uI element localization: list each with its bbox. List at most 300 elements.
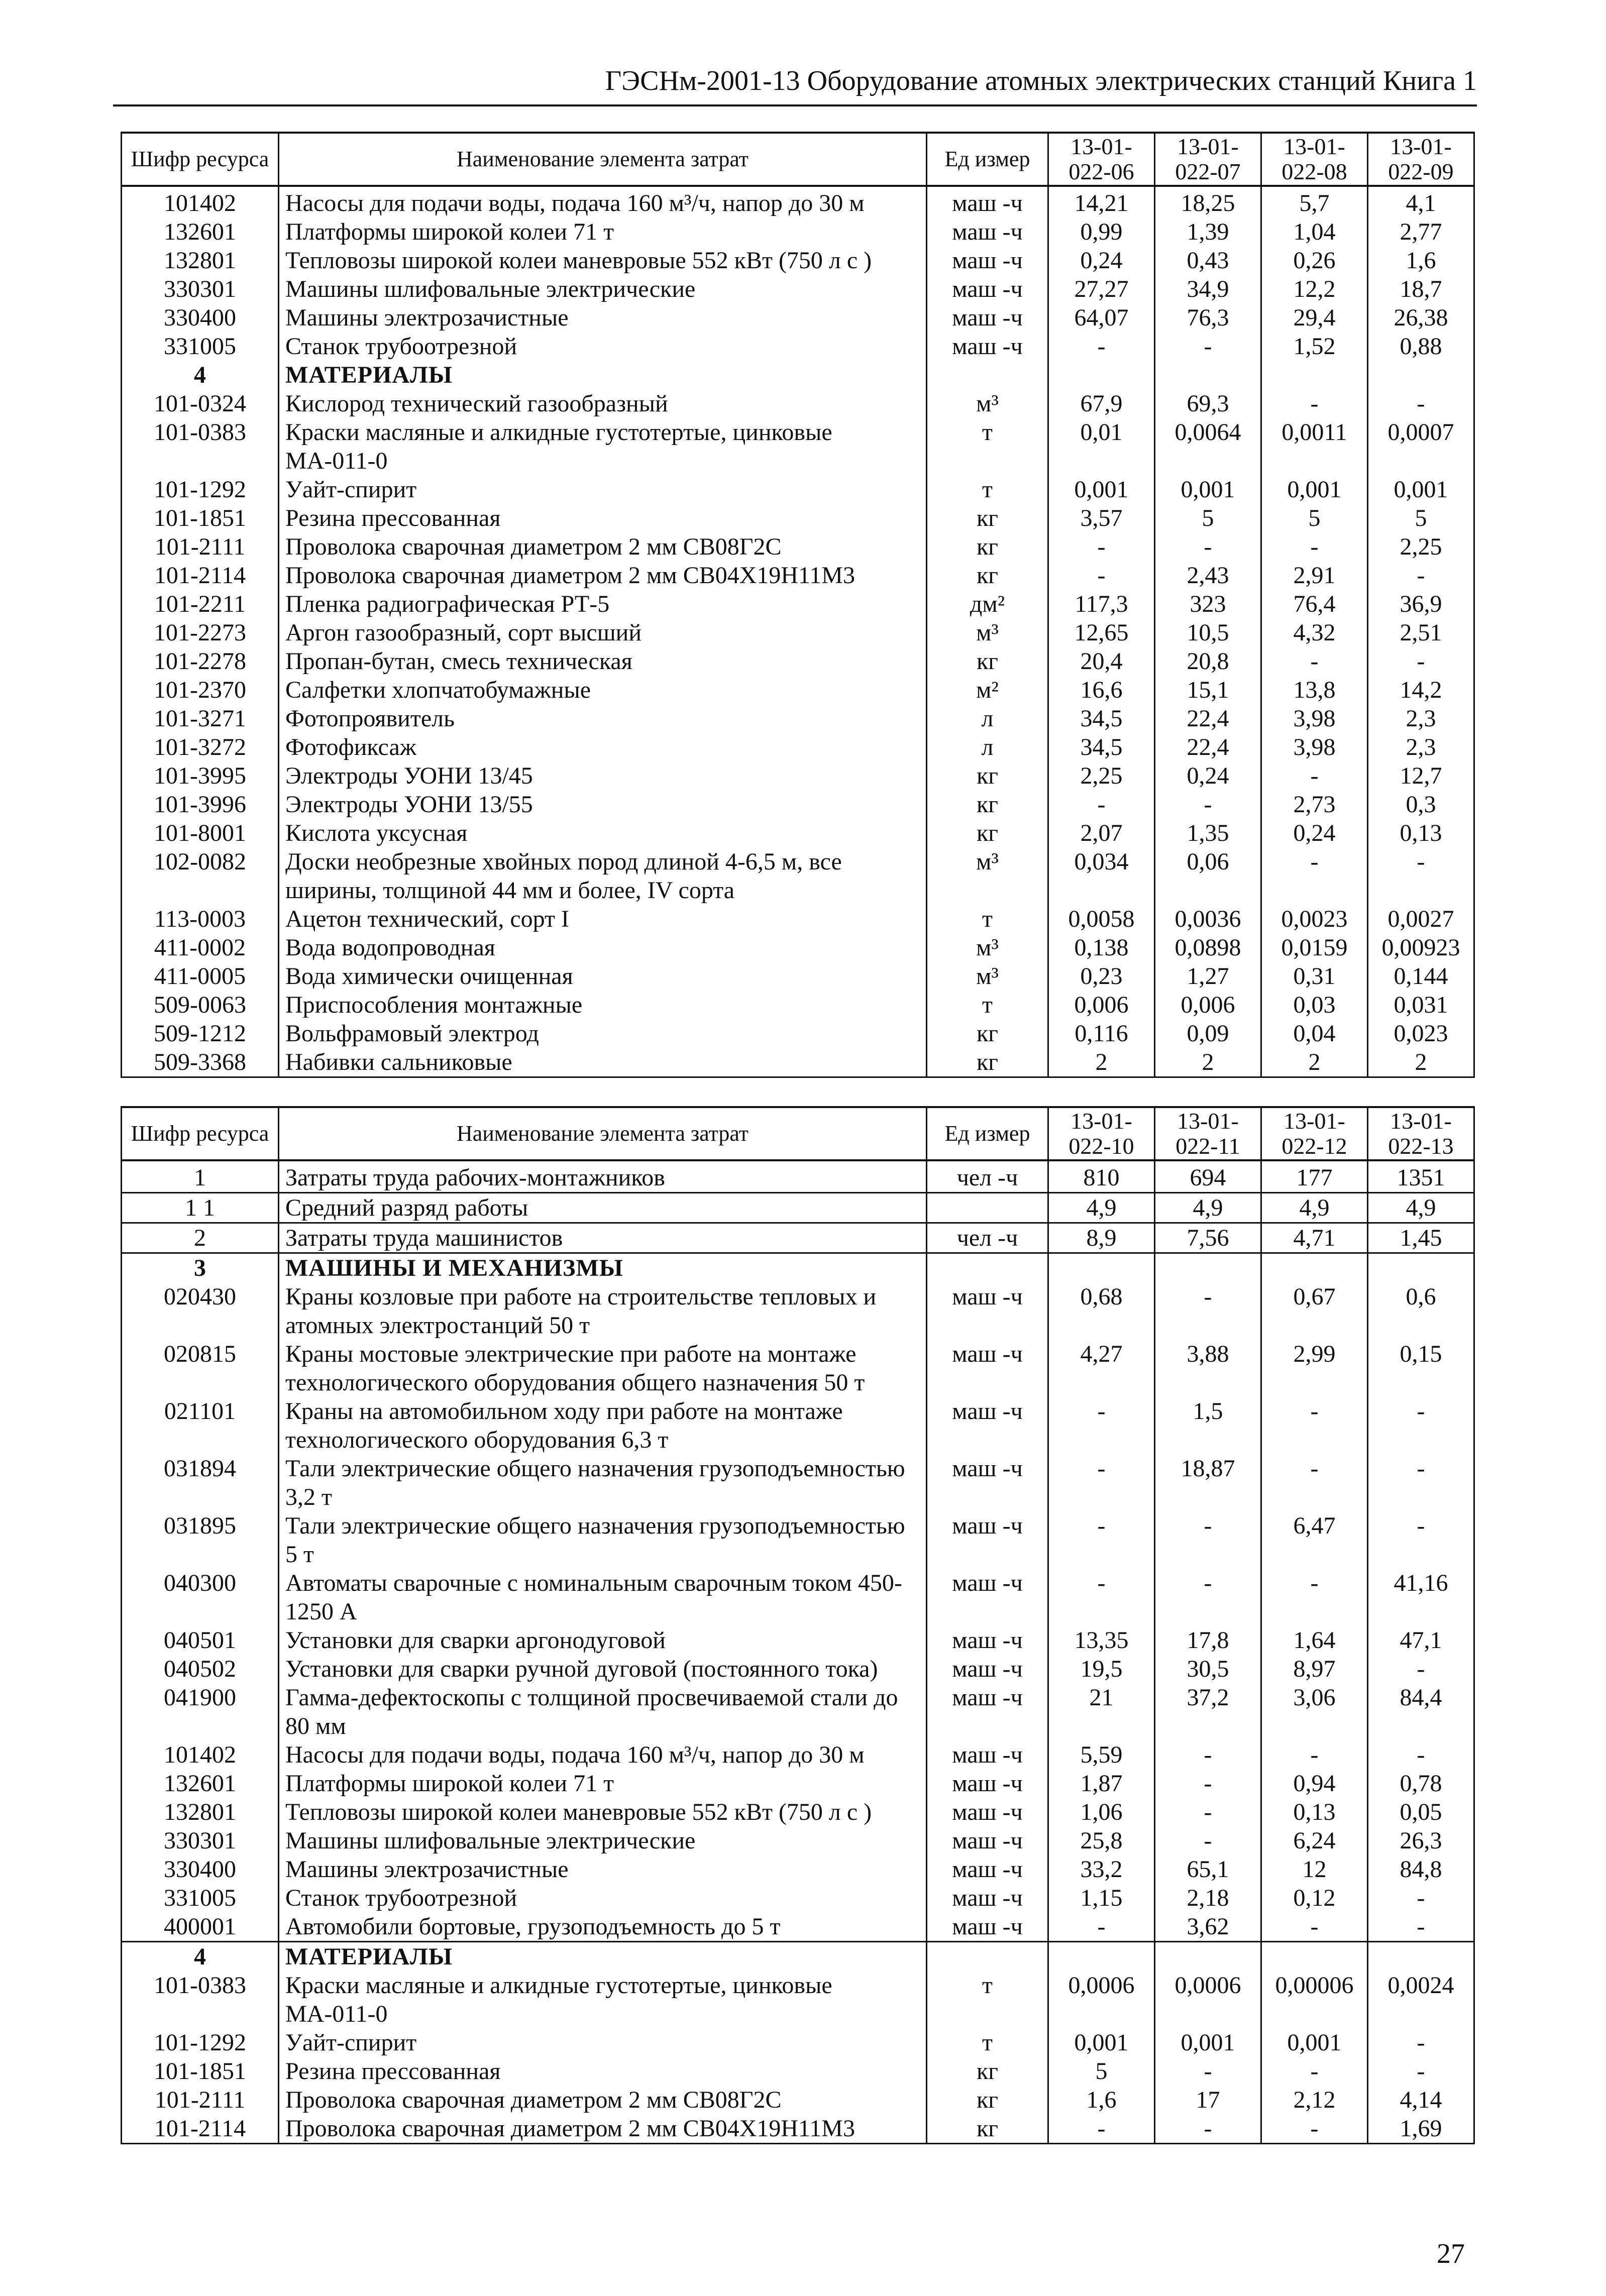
value-cell (1261, 1942, 1368, 1972)
unit-cell: маш -ч (927, 303, 1048, 332)
table-row (122, 246, 1474, 275)
value-cell (1368, 361, 1474, 389)
unit-cell: л (927, 733, 1048, 761)
value-cell: - (1155, 2114, 1261, 2144)
value-cell: 0,24 (1155, 761, 1261, 790)
resource-name: Установки для сварки ручной дуговой (постоянного тока) (279, 1655, 927, 1683)
value-cell: 2,99 (1261, 1340, 1368, 1397)
value-cell: 0,23 (1048, 962, 1155, 991)
value-cell: 14,21 (1048, 186, 1155, 217)
value-cell: 0,01 (1048, 418, 1155, 475)
unit-cell: кг (927, 561, 1048, 590)
value-cell: - (1155, 1511, 1261, 1569)
value-cell: - (1261, 1912, 1368, 1942)
resource-name: Краны мостовые электрические при работе на монтаже технологического оборудования общего назначения 50 т (279, 1340, 927, 1397)
value-cell: 65,1 (1155, 1855, 1261, 1884)
resource-code: 132601 (122, 217, 279, 246)
value-cell: 3,06 (1261, 1683, 1368, 1740)
table-row (122, 1454, 1474, 1511)
value-cell: - (1261, 761, 1368, 790)
unit-cell: м³ (927, 389, 1048, 418)
unit-cell: т (927, 475, 1048, 504)
resource-code: 101-1851 (122, 2057, 279, 2086)
value-cell: 5 (1048, 2057, 1155, 2086)
value-cell: 34,5 (1048, 733, 1155, 761)
value-cell: 18,87 (1155, 1454, 1261, 1511)
value-cell: 0,00923 (1368, 933, 1474, 962)
value-cell (1155, 361, 1261, 389)
value-cell: 0,006 (1155, 991, 1261, 1019)
value-cell: 76,3 (1155, 303, 1261, 332)
table-row (122, 733, 1474, 761)
table-row (122, 275, 1474, 303)
table-header-row (122, 1107, 1474, 1160)
value-cell: - (1261, 1740, 1368, 1769)
value-cell: 4,32 (1261, 618, 1368, 647)
value-cell: - (1155, 1769, 1261, 1798)
resource-name: Вода химически очищенная (279, 962, 927, 991)
table-row (122, 962, 1474, 991)
value-cell: 84,4 (1368, 1683, 1474, 1740)
resource-name: Пленка радиографическая РТ-5 (279, 590, 927, 618)
value-cell: 20,4 (1048, 647, 1155, 676)
value-cell: 17,8 (1155, 1626, 1261, 1655)
value-cell: 2,25 (1368, 532, 1474, 561)
value-cell: 323 (1155, 590, 1261, 618)
resource-name: Гамма-дефектоскопы с толщиной просвечиваемой стали до 80 мм (279, 1683, 927, 1740)
value-cell: 2,3 (1368, 704, 1474, 733)
table-row (122, 2086, 1474, 2114)
header-code: Шифр ресурса (122, 133, 279, 186)
unit-cell: кг (927, 2114, 1048, 2144)
table-row (122, 905, 1474, 933)
value-cell: 12,2 (1261, 275, 1368, 303)
value-cell: 5 (1368, 504, 1474, 532)
value-cell: 3,98 (1261, 733, 1368, 761)
unit-cell: кг (927, 790, 1048, 819)
resource-code: 4 (122, 361, 279, 389)
resource-code: 101-2370 (122, 676, 279, 704)
unit-cell: маш -ч (927, 186, 1048, 217)
value-cell (1048, 361, 1155, 389)
resource-code: 101-2211 (122, 590, 279, 618)
value-cell: 0,006 (1048, 991, 1155, 1019)
value-cell: 2 (1048, 1048, 1155, 1077)
value-cell: 26,3 (1368, 1826, 1474, 1855)
value-cell: 5,59 (1048, 1740, 1155, 1769)
table-row (122, 475, 1474, 504)
value-cell: 3,98 (1261, 704, 1368, 733)
value-cell: 29,4 (1261, 303, 1368, 332)
unit-cell: маш -ч (927, 1655, 1048, 1683)
value-cell: 0,24 (1261, 819, 1368, 847)
resource-code: 331005 (122, 332, 279, 361)
resource-code: 031894 (122, 1454, 279, 1511)
resource-code: 101-8001 (122, 819, 279, 847)
value-cell: - (1368, 1912, 1474, 1942)
value-cell: - (1155, 1826, 1261, 1855)
resource-code: 101-2114 (122, 2114, 279, 2144)
value-cell: 810 (1048, 1160, 1155, 1193)
unit-cell: маш -ч (927, 1626, 1048, 1655)
value-cell: 27,27 (1048, 275, 1155, 303)
value-cell: 1,6 (1048, 2086, 1155, 2114)
resource-name: Установки для сварки аргонодуговой (279, 1626, 927, 1655)
value-cell: 0,0159 (1261, 933, 1368, 962)
value-cell: 0,09 (1155, 1019, 1261, 1048)
value-cell: - (1368, 1655, 1474, 1683)
value-cell: 0,116 (1048, 1019, 1155, 1048)
value-cell: 0,88 (1368, 332, 1474, 361)
value-cell: 0,6 (1368, 1282, 1474, 1340)
resource-code: 101-1851 (122, 504, 279, 532)
resource-name: Ацетон технический, сорт I (279, 905, 927, 933)
header-name: Наименование элемента затрат (279, 133, 927, 186)
value-cell: 47,1 (1368, 1626, 1474, 1655)
value-cell: - (1155, 790, 1261, 819)
resource-code: 411-0005 (122, 962, 279, 991)
table-row (122, 1160, 1474, 1193)
resource-name: Проволока сварочная диаметром 2 мм СВ04Х19Н11М3 (279, 2114, 927, 2144)
section-title: МАТЕРИАЛЫ (279, 1942, 927, 1972)
value-cell: - (1261, 847, 1368, 905)
resource-code: 020430 (122, 1282, 279, 1340)
resource-code: 509-0063 (122, 991, 279, 1019)
value-cell: 4,1 (1368, 186, 1474, 217)
unit-cell (927, 361, 1048, 389)
unit-cell (927, 1942, 1048, 1972)
value-cell: 30,5 (1155, 1655, 1261, 1683)
table-row (122, 1769, 1474, 1798)
value-cell: 0,13 (1368, 819, 1474, 847)
value-cell: 0,67 (1261, 1282, 1368, 1340)
value-cell: 0,68 (1048, 1282, 1155, 1340)
value-cell: 8,97 (1261, 1655, 1368, 1683)
resource-code: 101-2273 (122, 618, 279, 647)
unit-cell: маш -ч (927, 1511, 1048, 1569)
value-cell: 2,73 (1261, 790, 1368, 819)
value-cell: 2,77 (1368, 217, 1474, 246)
resource-code: 101-2278 (122, 647, 279, 676)
table-row (122, 1798, 1474, 1826)
value-cell: 18,25 (1155, 186, 1261, 217)
resource-name: Кислород технический газообразный (279, 389, 927, 418)
header-unit: Ед измер (927, 133, 1048, 186)
value-cell: 2,91 (1261, 561, 1368, 590)
value-cell: 2 (1261, 1048, 1368, 1077)
resource-name: Станок трубоотрезной (279, 332, 927, 361)
table-row (122, 1223, 1474, 1253)
resource-name: Вольфрамовый электрод (279, 1019, 927, 1048)
value-cell: - (1368, 2028, 1474, 2057)
value-cell: - (1368, 1740, 1474, 1769)
value-cell: - (1368, 561, 1474, 590)
value-cell: 0,0023 (1261, 905, 1368, 933)
value-cell: 33,2 (1048, 1855, 1155, 1884)
unit-cell: маш -ч (927, 332, 1048, 361)
resource-name: Проволока сварочная диаметром 2 мм СВ08Г2С (279, 2086, 927, 2114)
table-row (122, 991, 1474, 1019)
unit-cell: т (927, 1971, 1048, 2028)
value-cell: 0,99 (1048, 217, 1155, 246)
table-row (122, 217, 1474, 246)
value-cell: 4,9 (1368, 1193, 1474, 1223)
unit-cell: маш -ч (927, 1569, 1048, 1626)
resource-name: Краски масляные и алкидные густотертые, цинковые МА-011-0 (279, 418, 927, 475)
value-cell: 0,001 (1368, 475, 1474, 504)
value-cell: 2,51 (1368, 618, 1474, 647)
resource-name: Платформы широкой колеи 71 т (279, 1769, 927, 1798)
table-row (122, 1340, 1474, 1397)
value-cell: 2,43 (1155, 561, 1261, 590)
value-cell: 13,35 (1048, 1626, 1155, 1655)
table-header-row (122, 133, 1474, 186)
value-cell: 84,8 (1368, 1855, 1474, 1884)
unit-cell: кг (927, 504, 1048, 532)
value-cell: 13,8 (1261, 676, 1368, 704)
unit-cell: маш -ч (927, 217, 1048, 246)
table-row (122, 389, 1474, 418)
resource-code: 132601 (122, 1769, 279, 1798)
value-cell: 6,24 (1261, 1826, 1368, 1855)
resource-code: 101-3995 (122, 761, 279, 790)
value-cell: 0,0007 (1368, 418, 1474, 475)
table-row (122, 1397, 1474, 1454)
value-cell: 0,023 (1368, 1019, 1474, 1048)
value-cell (1155, 1942, 1261, 1972)
unit-cell: маш -ч (927, 1769, 1048, 1798)
resource-code: 1 1 (122, 1193, 279, 1223)
resource-name: Тали электрические общего назначения грузоподъемностью 5 т (279, 1511, 927, 1569)
resource-name: Краны на автомобильном ходу при работе на монтаже технологического оборудования 6,3 т (279, 1397, 927, 1454)
value-cell: - (1368, 389, 1474, 418)
unit-cell: м³ (927, 847, 1048, 905)
value-cell: - (1048, 1511, 1155, 1569)
table-row (122, 1655, 1474, 1683)
value-cell: 2,07 (1048, 819, 1155, 847)
value-cell: 2,18 (1155, 1884, 1261, 1912)
value-cell: 1,15 (1048, 1884, 1155, 1912)
value-cell: 0,94 (1261, 1769, 1368, 1798)
unit-cell: маш -ч (927, 1912, 1048, 1942)
resource-name: Платформы широкой колеи 71 т (279, 217, 927, 246)
value-cell: 1,87 (1048, 1769, 1155, 1798)
resource-name: Машины шлифовальные электрические (279, 275, 927, 303)
unit-cell: т (927, 991, 1048, 1019)
unit-cell: м³ (927, 933, 1048, 962)
value-cell: 2 (1368, 1048, 1474, 1077)
value-cell: 0,144 (1368, 962, 1474, 991)
header-code: Шифр ресурса (122, 1107, 279, 1160)
value-cell: 12,7 (1368, 761, 1474, 790)
unit-cell: маш -ч (927, 1740, 1048, 1769)
value-cell: 1351 (1368, 1160, 1474, 1193)
resource-code: 113-0003 (122, 905, 279, 933)
value-cell: - (1048, 2114, 1155, 2144)
value-cell: 14,2 (1368, 676, 1474, 704)
header-col-4: 13-01-022-13 (1368, 1107, 1474, 1160)
table-row (122, 1569, 1474, 1626)
value-cell: 0,001 (1261, 2028, 1368, 2057)
value-cell: 10,5 (1155, 618, 1261, 647)
value-cell: 3,88 (1155, 1340, 1261, 1397)
value-cell: 8,9 (1048, 1223, 1155, 1253)
value-cell: 0,00006 (1261, 1971, 1368, 2028)
value-cell: 0,001 (1048, 475, 1155, 504)
value-cell: 1,69 (1368, 2114, 1474, 2144)
value-cell: 0,0058 (1048, 905, 1155, 933)
table-row (122, 561, 1474, 590)
value-cell: 0,0027 (1368, 905, 1474, 933)
resource-name: Уайт-спирит (279, 2028, 927, 2057)
table-row (122, 1912, 1474, 1942)
resource-name: Салфетки хлопчатобумажные (279, 676, 927, 704)
unit-cell: кг (927, 647, 1048, 676)
resource-name: Затраты труда машинистов (279, 1223, 927, 1253)
value-cell: 1,06 (1048, 1798, 1155, 1826)
value-cell: - (1048, 561, 1155, 590)
value-cell: 26,38 (1368, 303, 1474, 332)
table-row (122, 590, 1474, 618)
resource-name: Тали электрические общего назначения грузоподъемностью 3,2 т (279, 1454, 927, 1511)
resource-name: Краны козловые при работе на строительстве тепловых и атомных электростанций 50 т (279, 1282, 927, 1340)
page-header: ГЭСНм-2001-13 Оборудование атомных электрических станций Книга 1 (113, 60, 1477, 106)
value-cell: 76,4 (1261, 590, 1368, 618)
value-cell: 2,3 (1368, 733, 1474, 761)
value-cell: - (1155, 1569, 1261, 1626)
unit-cell: кг (927, 1019, 1048, 1048)
resource-code: 101-0324 (122, 389, 279, 418)
resource-code: 101-1292 (122, 2028, 279, 2057)
resource-name: Проволока сварочная диаметром 2 мм СВ08Г2С (279, 532, 927, 561)
unit-cell: чел -ч (927, 1223, 1048, 1253)
value-cell (1155, 1253, 1261, 1283)
value-cell: 0,05 (1368, 1798, 1474, 1826)
resource-name: Машины шлифовальные электрические (279, 1826, 927, 1855)
unit-cell: кг (927, 2086, 1048, 2114)
resource-code: 101-3272 (122, 733, 279, 761)
value-cell: 0,26 (1261, 246, 1368, 275)
header-col-3: 13-01-022-08 (1261, 133, 1368, 186)
table-row (122, 1826, 1474, 1855)
value-cell: 0,0036 (1155, 905, 1261, 933)
value-cell: - (1155, 332, 1261, 361)
value-cell: 0,031 (1368, 991, 1474, 1019)
value-cell: - (1368, 1884, 1474, 1912)
resource-name: Машины электрозачистные (279, 303, 927, 332)
resource-code: 020815 (122, 1340, 279, 1397)
value-cell (1048, 1942, 1155, 1972)
value-cell: 5,7 (1261, 186, 1368, 217)
value-cell: 64,07 (1048, 303, 1155, 332)
unit-cell: маш -ч (927, 1798, 1048, 1826)
resource-code: 040300 (122, 1569, 279, 1626)
table-row (122, 303, 1474, 332)
value-cell: - (1261, 1569, 1368, 1626)
table-row (122, 676, 1474, 704)
value-cell: - (1261, 2114, 1368, 2144)
resource-code: 101-3996 (122, 790, 279, 819)
unit-cell: кг (927, 2057, 1048, 2086)
value-cell: 4,14 (1368, 2086, 1474, 2114)
value-cell: 67,9 (1048, 389, 1155, 418)
value-cell: 34,9 (1155, 275, 1261, 303)
value-cell: 0,034 (1048, 847, 1155, 905)
resource-code: 031895 (122, 1511, 279, 1569)
resource-code: 101402 (122, 1740, 279, 1769)
header-col-3: 13-01-022-12 (1261, 1107, 1368, 1160)
table-row (122, 704, 1474, 733)
table-row (122, 418, 1474, 475)
table-row (122, 1855, 1474, 1884)
unit-cell (927, 1193, 1048, 1223)
table-row (122, 1048, 1474, 1077)
table-row (122, 1019, 1474, 1048)
value-cell: - (1261, 1454, 1368, 1511)
header-col-2: 13-01-022-11 (1155, 1107, 1261, 1160)
resource-name: Электроды УОНИ 13/55 (279, 790, 927, 819)
value-cell (1261, 1253, 1368, 1283)
resource-name: Проволока сварочная диаметром 2 мм СВ04Х19Н11М3 (279, 561, 927, 590)
unit-cell: маш -ч (927, 246, 1048, 275)
table-row (122, 2028, 1474, 2057)
table-row (122, 1511, 1474, 1569)
resource-code: 2 (122, 1223, 279, 1253)
value-cell: - (1155, 1282, 1261, 1340)
value-cell: - (1048, 1397, 1155, 1454)
value-cell: - (1261, 647, 1368, 676)
table-row (122, 1740, 1474, 1769)
resource-code: 101402 (122, 186, 279, 217)
value-cell: 1,45 (1368, 1223, 1474, 1253)
value-cell: - (1048, 332, 1155, 361)
value-cell: - (1261, 2057, 1368, 2086)
resource-code: 021101 (122, 1397, 279, 1454)
unit-cell: м³ (927, 618, 1048, 647)
value-cell: 25,8 (1048, 1826, 1155, 1855)
value-cell: - (1048, 1454, 1155, 1511)
unit-cell: маш -ч (927, 1397, 1048, 1454)
value-cell: 1,64 (1261, 1626, 1368, 1655)
table-row (122, 532, 1474, 561)
value-cell: - (1048, 532, 1155, 561)
value-cell: - (1368, 647, 1474, 676)
table-row (122, 2057, 1474, 2086)
resource-name: Электроды УОНИ 13/45 (279, 761, 927, 790)
value-cell: 0,0024 (1368, 1971, 1474, 2028)
resource-code: 509-1212 (122, 1019, 279, 1048)
table-row (122, 1683, 1474, 1740)
value-cell: 37,2 (1155, 1683, 1261, 1740)
value-cell: 34,5 (1048, 704, 1155, 733)
resource-name: Резина прессованная (279, 504, 927, 532)
header-unit: Ед измер (927, 1107, 1048, 1160)
unit-cell: т (927, 418, 1048, 475)
value-cell: 0,001 (1048, 2028, 1155, 2057)
value-cell: 0,43 (1155, 246, 1261, 275)
resource-name: Аргон газообразный, сорт высший (279, 618, 927, 647)
header-col-4: 13-01-022-09 (1368, 133, 1474, 186)
unit-cell: т (927, 2028, 1048, 2057)
resource-code: 330301 (122, 1826, 279, 1855)
value-cell: 0,138 (1048, 933, 1155, 962)
resource-table-2 (121, 1106, 1475, 2144)
table-row (122, 819, 1474, 847)
resource-code: 101-2111 (122, 532, 279, 561)
value-cell: 0,24 (1048, 246, 1155, 275)
resource-code: 101-2114 (122, 561, 279, 590)
resource-code: 101-2111 (122, 2086, 279, 2114)
